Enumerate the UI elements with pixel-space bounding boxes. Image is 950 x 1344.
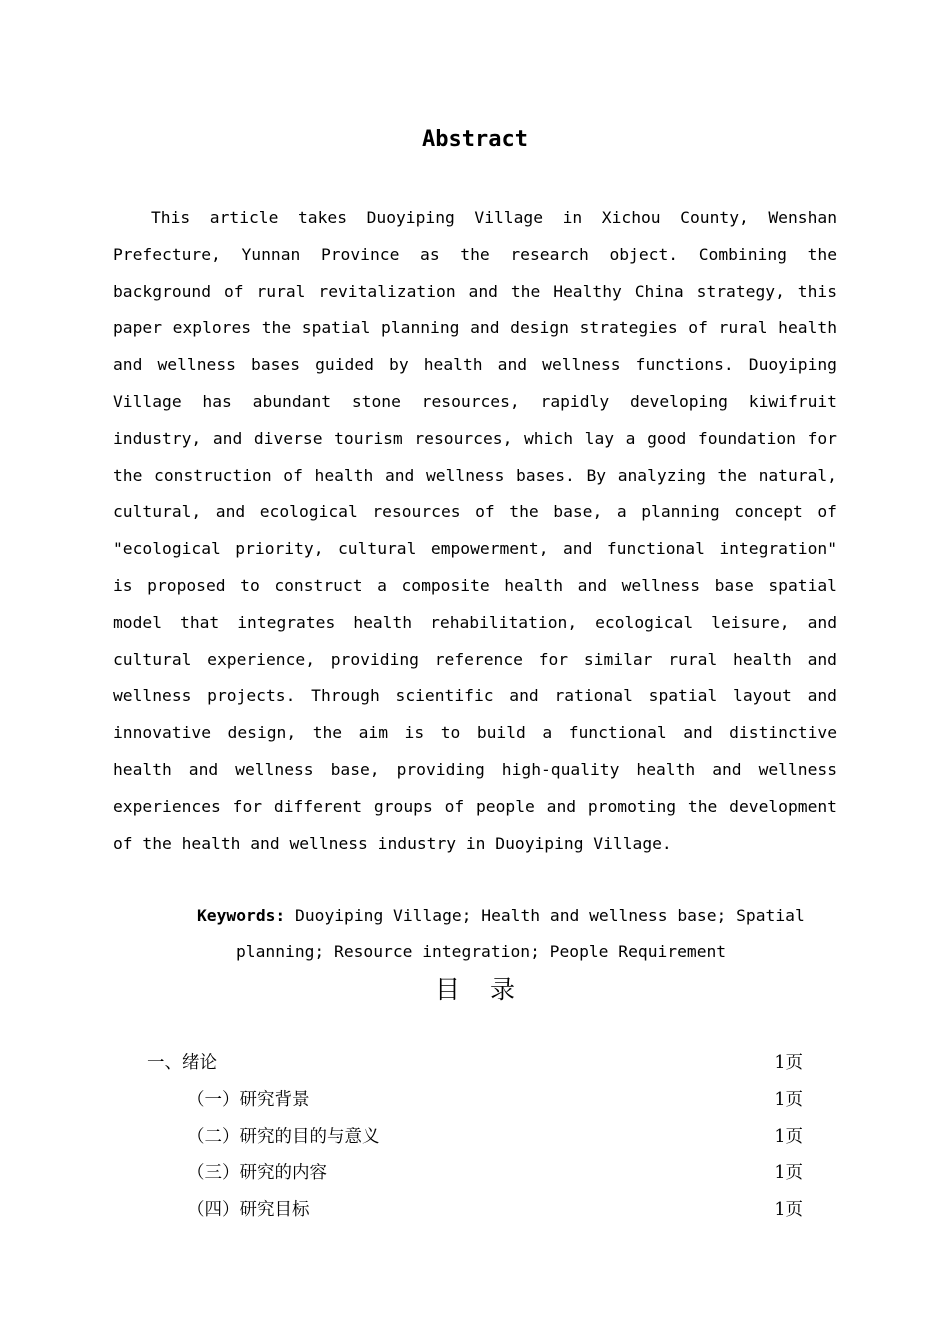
table-of-contents <box>0 1045 950 1229</box>
toc-entry-purpose[interactable] <box>0 1119 950 1156</box>
toc-entry-label: （一）研究背景 <box>187 1089 310 1110</box>
toc-entry-content[interactable] <box>0 1155 950 1192</box>
toc-entry-page: 1页 <box>774 1089 803 1110</box>
toc-entry-label: （三）研究的内容 <box>187 1163 327 1184</box>
toc-entry-goals[interactable] <box>0 1192 950 1229</box>
keywords <box>197 898 816 970</box>
toc-entry-label: 一、绪论 <box>147 1053 217 1073</box>
toc-entry-page: 1页 <box>774 1053 803 1073</box>
toc-entry-page: 1页 <box>774 1200 803 1221</box>
toc-entry-page: 1页 <box>774 1163 803 1184</box>
abstract-body: This article takes Duoyiping Village in Xichou County, Wenshan Prefecture, Yunnan Province as the research object. Combining the background of rural revitalization and the Healthy China strategy, this paper explores the spatial planning and design strategies of rural health and wellness bases guided by health and wellness functions. Duoyiping Village has abundant stone resources, rapidly developing kiwifruit industry, and diverse tourism resources, which lay a good foundation for the construction of health and wellness bases. By analyzing the natural, cultural, and ecological resources of the base, a planning concept of "ecological priority, cultural empowerment, and functional integration" is proposed to construct a composite health and wellness base spatial model that integrates health rehabilitation, ecological leisure, and cultural experience, providing reference for similar rural health and wellness projects. Through scientific and rational spatial layout and innovative design, the aim is to build a functional and distinctive health and wellness base, providing high-quality health and wellness experiences for different groups of people and promoting the development of the health and wellness industry in Duoyiping Village. <box>113 208 837 853</box>
toc-entry-introduction[interactable] <box>0 1045 950 1082</box>
keywords-label: Keywords: <box>197 906 286 925</box>
toc-entry-label: （四）研究目标 <box>187 1200 310 1221</box>
toc-entry-background[interactable] <box>0 1082 950 1119</box>
toc-entry-label: （二）研究的目的与意义 <box>187 1126 380 1147</box>
abstract-title: Abstract <box>422 127 528 152</box>
toc-entry-page: 1页 <box>774 1126 803 1147</box>
toc-title: 目录 <box>434 975 545 1004</box>
keywords-text: Duoyiping Village; Health and wellness base; Spatial planning; Resource integration; People Requirement <box>236 906 805 961</box>
